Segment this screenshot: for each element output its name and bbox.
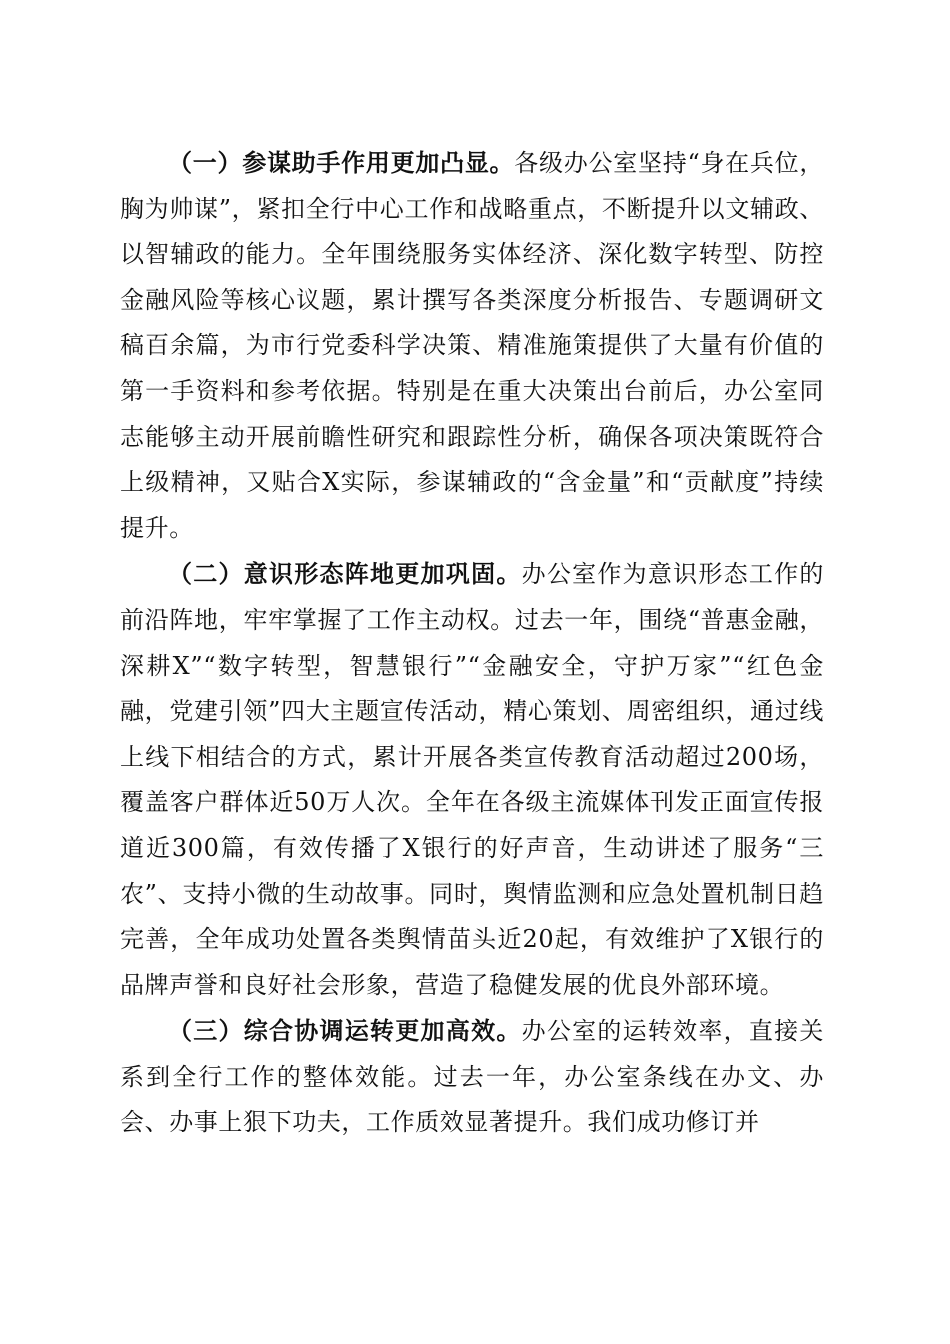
paragraph-2-body: 办公室作为意识形态工作的前沿阵地，牢牢掌握了工作主动权。过去一年，围绕“普惠金融，深耕X”“数字转型，智慧银行”“金融安全，守护万家”“红色金融，党建引领”四大主题宣传活动，精心策划、周密组织，通过线上线下相结合的方式，累计开展各类宣传教育活动超过200场，覆盖客户群体近50万人次。全年在各级主流媒体刊发正面宣传报道近300篇，有效传播了X银行的好声音，生动讲述了服务“三农”、支持小微的生动故事。同时，舆情监测和应急处置机制日趋完善，全年成功处置各类舆情苗头近20起，有效维护了X银行的品牌声誉和良好社会形象，营造了稳健发展的优良外部环境。: [120, 560, 824, 999]
paragraph-1-heading: （一）参谋助手作用更加凸显。: [168, 148, 515, 177]
paragraph-3-heading: （三）综合协调运转更加高效。: [168, 1016, 522, 1046]
paragraph-2-heading: （二）意识形态阵地更加巩固。: [168, 559, 522, 589]
paragraph-1: [120, 140, 824, 551]
document-body: [120, 140, 824, 1146]
paragraph-3: [120, 1008, 824, 1146]
paragraph-3-body: 办公室的运转效率，直接关系到全行工作的整体效能。过去一年，办公室条线在办文、办会、办事上狠下功夫，工作质效显著提升。我们成功修订并: [120, 1017, 824, 1137]
paragraph-1-body: 各级办公室坚持“身在兵位，胸为帅谋”，紧扣全行中心工作和战略重点，不断提升以文辅政、以智辅政的能力。全年围绕服务实体经济、深化数字转型、防控金融风险等核心议题，累计撰写各类深度分析报告、专题调研文稿百余篇，为市行党委科学决策、精准施策提供了大量有价值的第一手资料和参考依据。特别是在重大决策出台前后，办公室同志能够主动开展前瞻性研究和跟踪性分析，确保各项决策既符合上级精神，又贴合X实际，参谋辅政的“含金量”和“贡献度”持续提升。: [120, 149, 824, 542]
paragraph-2: [120, 551, 824, 1008]
